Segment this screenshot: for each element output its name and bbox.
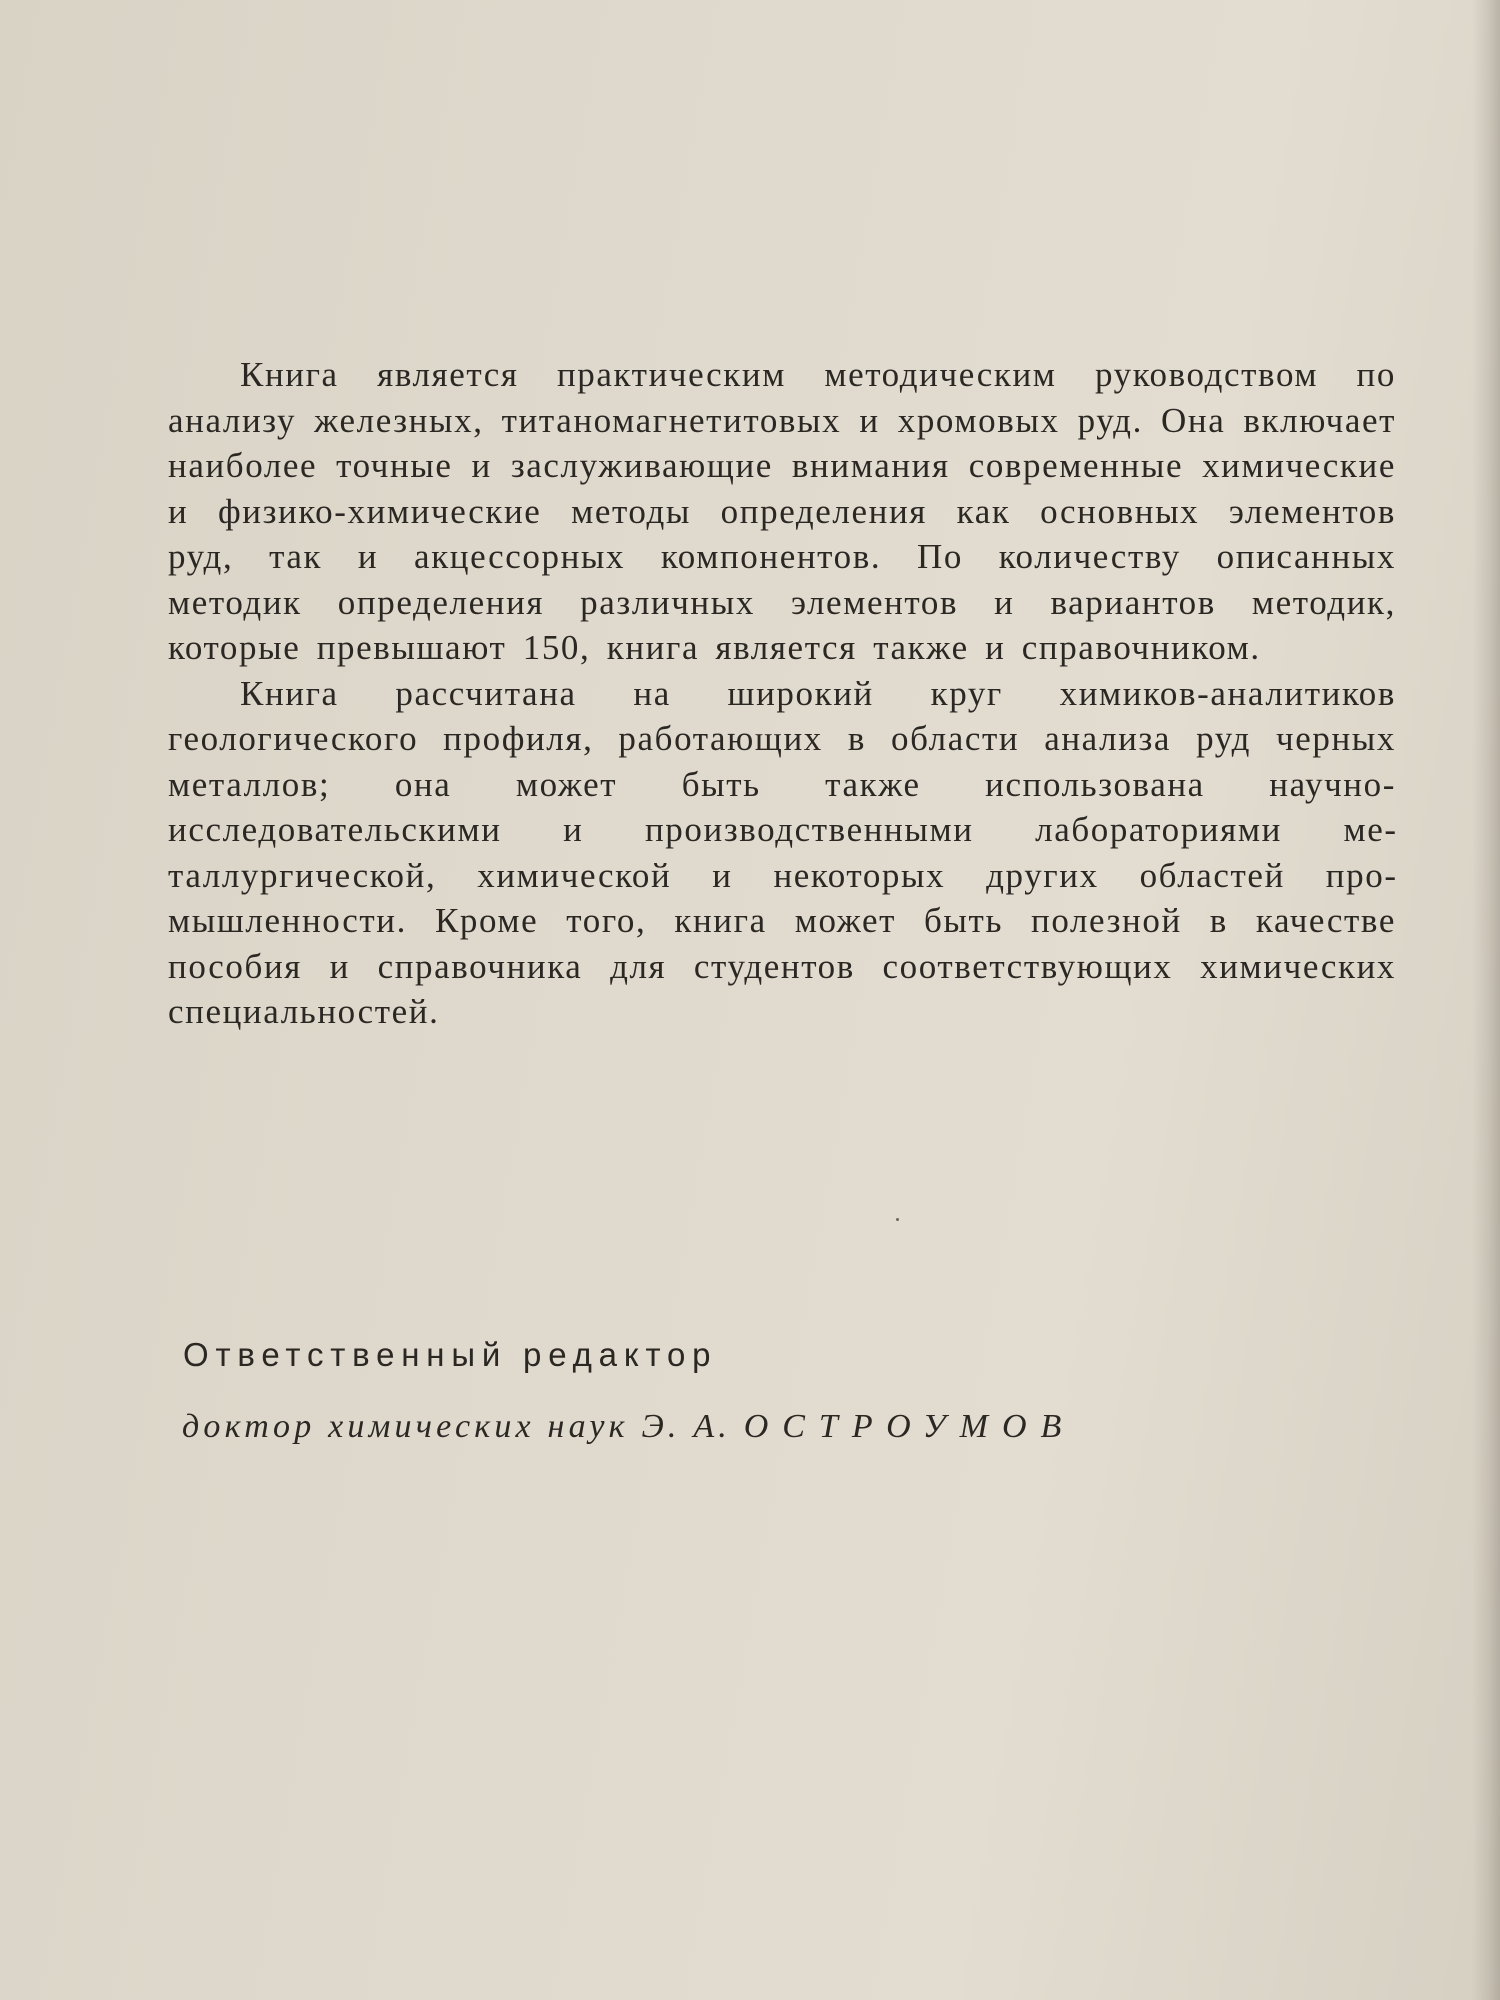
annotation-paragraph-2: Книга рассчитана на широкий круг химиков-аналитиков геологического профиля, работающих в области анализа руд черных металлов; она может быть также использована научно-исследовательскими и производственными лабораториями металлургической, химической и некоторых других областей промышленности. Кроме того, книга может быть полезной в качестве пособия и справочника для студентов соответствующих химических специальностей. bbox=[168, 673, 1396, 1031]
page-edge-shadow bbox=[1472, 0, 1500, 2000]
book-annotation bbox=[168, 352, 1396, 1035]
editor-credit bbox=[182, 1408, 1075, 1446]
annotation-paragraph-1: Книга является практическим методическим руководством по анализу железных, титаномагнетитовых и хромовых руд. Она включает наиболее точные и заслуживающие внимания современные химические и физико-химические методы определения как основных элементов руд, так и акцессорных компонентов. По количеству описанных методик определения различных элементов и вариантов методик, которые превышают 150, книга является также и справочником. bbox=[168, 355, 1396, 667]
editor-surname: ОСТРОУМОВ bbox=[743, 1408, 1076, 1445]
editor-credentials: доктор химических наук Э. А. bbox=[182, 1408, 731, 1445]
editor-role-label: Ответственный редактор bbox=[183, 1336, 718, 1373]
paper-speck bbox=[896, 1218, 899, 1221]
